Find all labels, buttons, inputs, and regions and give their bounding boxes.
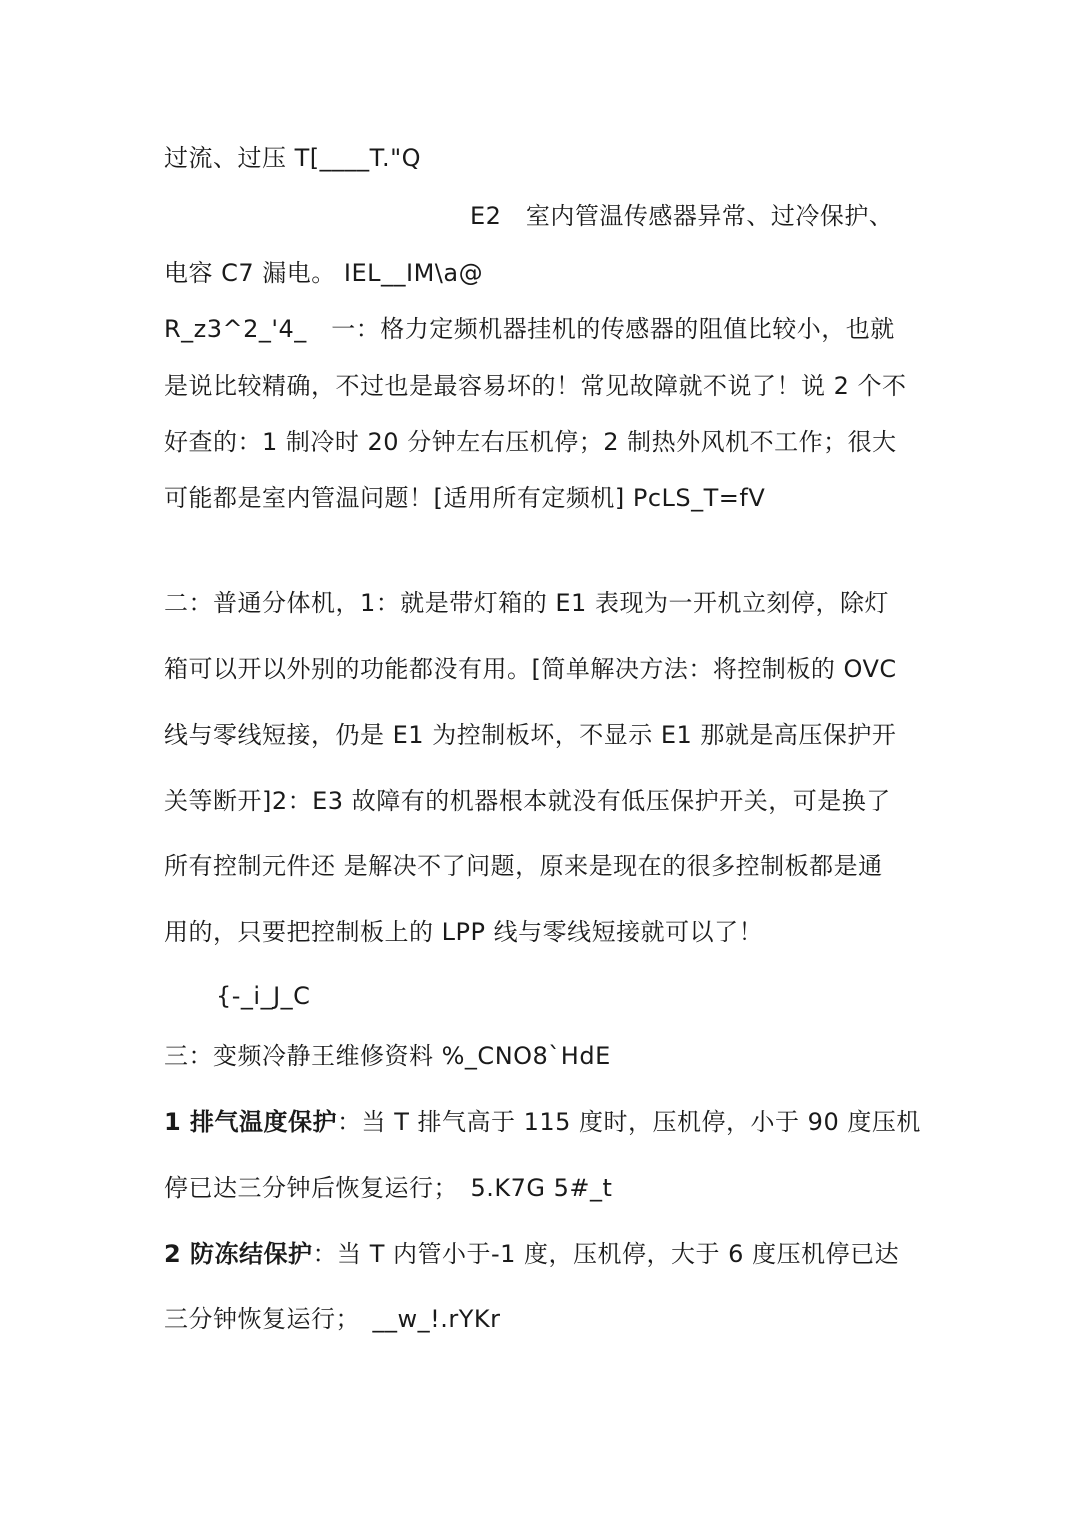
text-line-3: 电容 C7 漏电。 IEL__IM\a@ xyxy=(164,259,484,287)
protection-item-1 xyxy=(164,1107,921,1137)
text-line-13: 用的，只要把控制板上的 LPP 线与零线短接就可以了！ xyxy=(164,918,764,946)
protection-item-1-cont: 停已达三分钟后恢复运行； 5.K7G 5#_t xyxy=(164,1174,613,1202)
text-line-14: {-_i_J_C xyxy=(216,982,311,1010)
text-line-9: 箱可以开以外别的功能都没有用。[简单解决方法：将控制板的 OVC xyxy=(164,655,897,683)
text-line-15: 三：变频冷静王维修资料 %_CNO8`HdE xyxy=(164,1042,611,1070)
protection-item-2-label: 2 防冻结保护 xyxy=(164,1240,313,1268)
text-line-4: R_z3^2_'4_ 一：格力定频机器挂机的传感器的阻值比较小，也就 xyxy=(164,315,895,343)
protection-item-2 xyxy=(164,1239,899,1269)
protection-item-1-label: 1 排气温度保护 xyxy=(164,1108,338,1136)
text-line-10: 线与零线短接，仍是 E1 为控制板坏，不显示 E1 那就是高压保护开 xyxy=(164,721,897,749)
protection-item-2-cont: 三分钟恢复运行； __w_!.rYKr xyxy=(164,1305,501,1333)
text-line-6: 好查的：1 制冷时 20 分钟左右压机停；2 制热外风机不工作；很大 xyxy=(164,428,897,456)
text-line-1: 过流、过压 T[____T."Q xyxy=(164,144,422,172)
text-line-12: 所有控制元件还 是解决不了问题，原来是现在的很多控制板都是通 xyxy=(164,852,883,880)
text-line-7: 可能都是室内管温问题！[适用所有定频机] PcLS_T=fV xyxy=(164,484,766,512)
protection-item-2-text: ：当 T 内管小于-1 度，压机停，大于 6 度压机停已达 xyxy=(312,1240,900,1268)
text-line-5: 是说比较精确，不过也是最容易坏的！常见故障就不说了！说 2 个不 xyxy=(164,372,907,400)
text-line-2: E2 室内管温传感器异常、过冷保护、 xyxy=(470,202,894,230)
text-line-11: 关等断开]2：E3 故障有的机器根本就没有低压保护开关，可是换了 xyxy=(164,787,891,815)
protection-item-1-text: ：当 T 排气高于 115 度时，压机停，小于 90 度压机 xyxy=(337,1108,921,1136)
text-line-8: 二：普通分体机，1：就是带灯箱的 E1 表现为一开机立刻停，除灯 xyxy=(164,589,889,617)
